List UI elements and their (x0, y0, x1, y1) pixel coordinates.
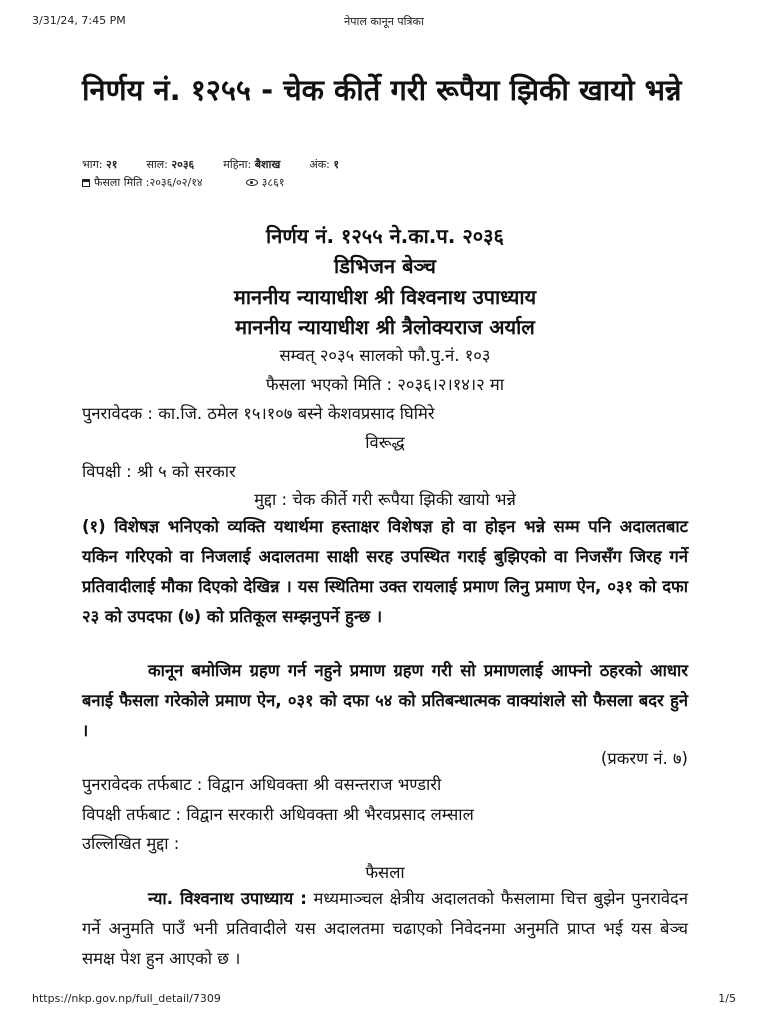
saal-value: २०३६ (171, 158, 195, 171)
judgement-text: मध्यमाञ्चल क्षेत्रीय अदालतको फैसलामा चित्त बुझेन पुनरावेदन गर्ने अनुमति पाउँ भनी प्रतिवादीले यस अदालतमा चढाएको निवेदनमा अनुमति प्राप्त भई यस बेञ्च समक्ष पेश हुन आएको छ । (82, 889, 688, 968)
decision-heading: निर्णय नं. १२५५ ने.का.प. २०३६ (266, 224, 504, 248)
bench-heading: डिभिजन बेञ्च (334, 254, 436, 278)
print-page-title: नेपाल कानून पत्रिका (344, 15, 424, 28)
mahina-value: बैशाख (254, 158, 281, 171)
judge-heading-2: माननीय न्यायाधीश श्री त्रैलोक्यराज अर्याल (235, 315, 535, 339)
cited-cases-line: उल्लिखित मुद्दा : (82, 834, 180, 853)
saal-label: साल: (146, 158, 168, 171)
print-url: https://nkp.gov.np/full_detail/7309 (32, 992, 221, 1005)
mahina-label: महिना: (223, 158, 252, 171)
eye-icon (246, 179, 258, 186)
article-date-views-row (82, 175, 285, 190)
decision-date-line: फैसला भएको मिति : २०३६।२।१४।२ मा (265, 375, 505, 394)
judge-heading-1: माननीय न्यायाधीश श्री विश्वनाथ उपाध्याय (233, 285, 537, 309)
anka-label: अंक: (309, 158, 330, 171)
versus-line: विरूद्ध (365, 433, 405, 452)
judgement-heading: फैसला (365, 863, 405, 882)
print-page-count: 1/5 (718, 992, 736, 1005)
respondent-counsel-line: विपक्षी तर्फबाट : विद्वान सरकारी अधिवक्ता श्री भैरवप्रसाद लम्साल (82, 805, 474, 824)
bhag-label: भाग: (82, 158, 103, 171)
prakaran-ref: (प्रकरण नं. ७) (600, 749, 688, 768)
headnote-paragraph-2: कानून बमोजिम ग्रहण गर्न नहुने प्रमाण ग्रहण गरी सो प्रमाणलाई आफ्नो ठहरको आधार बनाई फैसला गरेकोले प्रमाण ऐन, ०३१ को दफा ५४ को प्रतिबन्धात्मक वाक्यांशले सो फैसला बदर हुने । (82, 661, 688, 740)
view-count: ३८६१ (261, 176, 285, 189)
respondent-line: विपक्षी : श्री ५ को सरकार (82, 462, 236, 481)
bhag-value: २१ (105, 158, 118, 171)
appellant-counsel-line: पुनरावेदक तर्फबाट : विद्वान अधिवक्ता श्री वसन्तराज भण्डारी (82, 775, 442, 794)
samvat-line: सम्वत् २०३५ सालको फौ.पु.नं. १०३ (279, 346, 491, 365)
print-datetime: 3/31/24, 7:45 PM (32, 14, 126, 27)
judgement-paragraph (82, 884, 688, 974)
headnote-paragraph-1: (१) विशेषज्ञ भनिएको व्यक्ति यथार्थमा हस्ताक्षर विशेषज्ञ हो वा होइन भन्ने सम्म पनि अदालतबाट यकिन गरिएको वा निजलाई अदालतमा साक्षी सरह उपस्थित गराई बुझिएको वा निजसँग जिरह गर्ने प्रतिवादीलाई मौका दिएको देखिन्न । यस स्थितिमा उक्त रायलाई प्रमाण लिनु प्रमाण ऐन, ०३१ को दफा २३ को उपदफा (७) को प्रतिकूल सम्झनुपर्ने हुन्छ । (82, 517, 688, 626)
calendar-icon (82, 179, 90, 187)
article-title: निर्णय नं. १२५५ - चेक कीर्ते गरी रूपैया झिकी खायो भन्ने (82, 73, 682, 107)
appellant-line: पुनरावेदक : का.जि. ठमेल १५।१०७ बस्ने केशवप्रसाद घिमिरे (82, 404, 435, 423)
article-meta-row (82, 157, 339, 172)
case-subject-line: मुद्दा : चेक कीर्ते गरी रूपैया झिकी खायो भन्ने (254, 490, 516, 509)
anka-value: १ (333, 158, 340, 171)
faisala-date: फैसला मिति :२०३६/०२/१४ (94, 176, 203, 189)
judge-name: न्या. विश्वनाथ उपाध्याय : (148, 889, 307, 908)
